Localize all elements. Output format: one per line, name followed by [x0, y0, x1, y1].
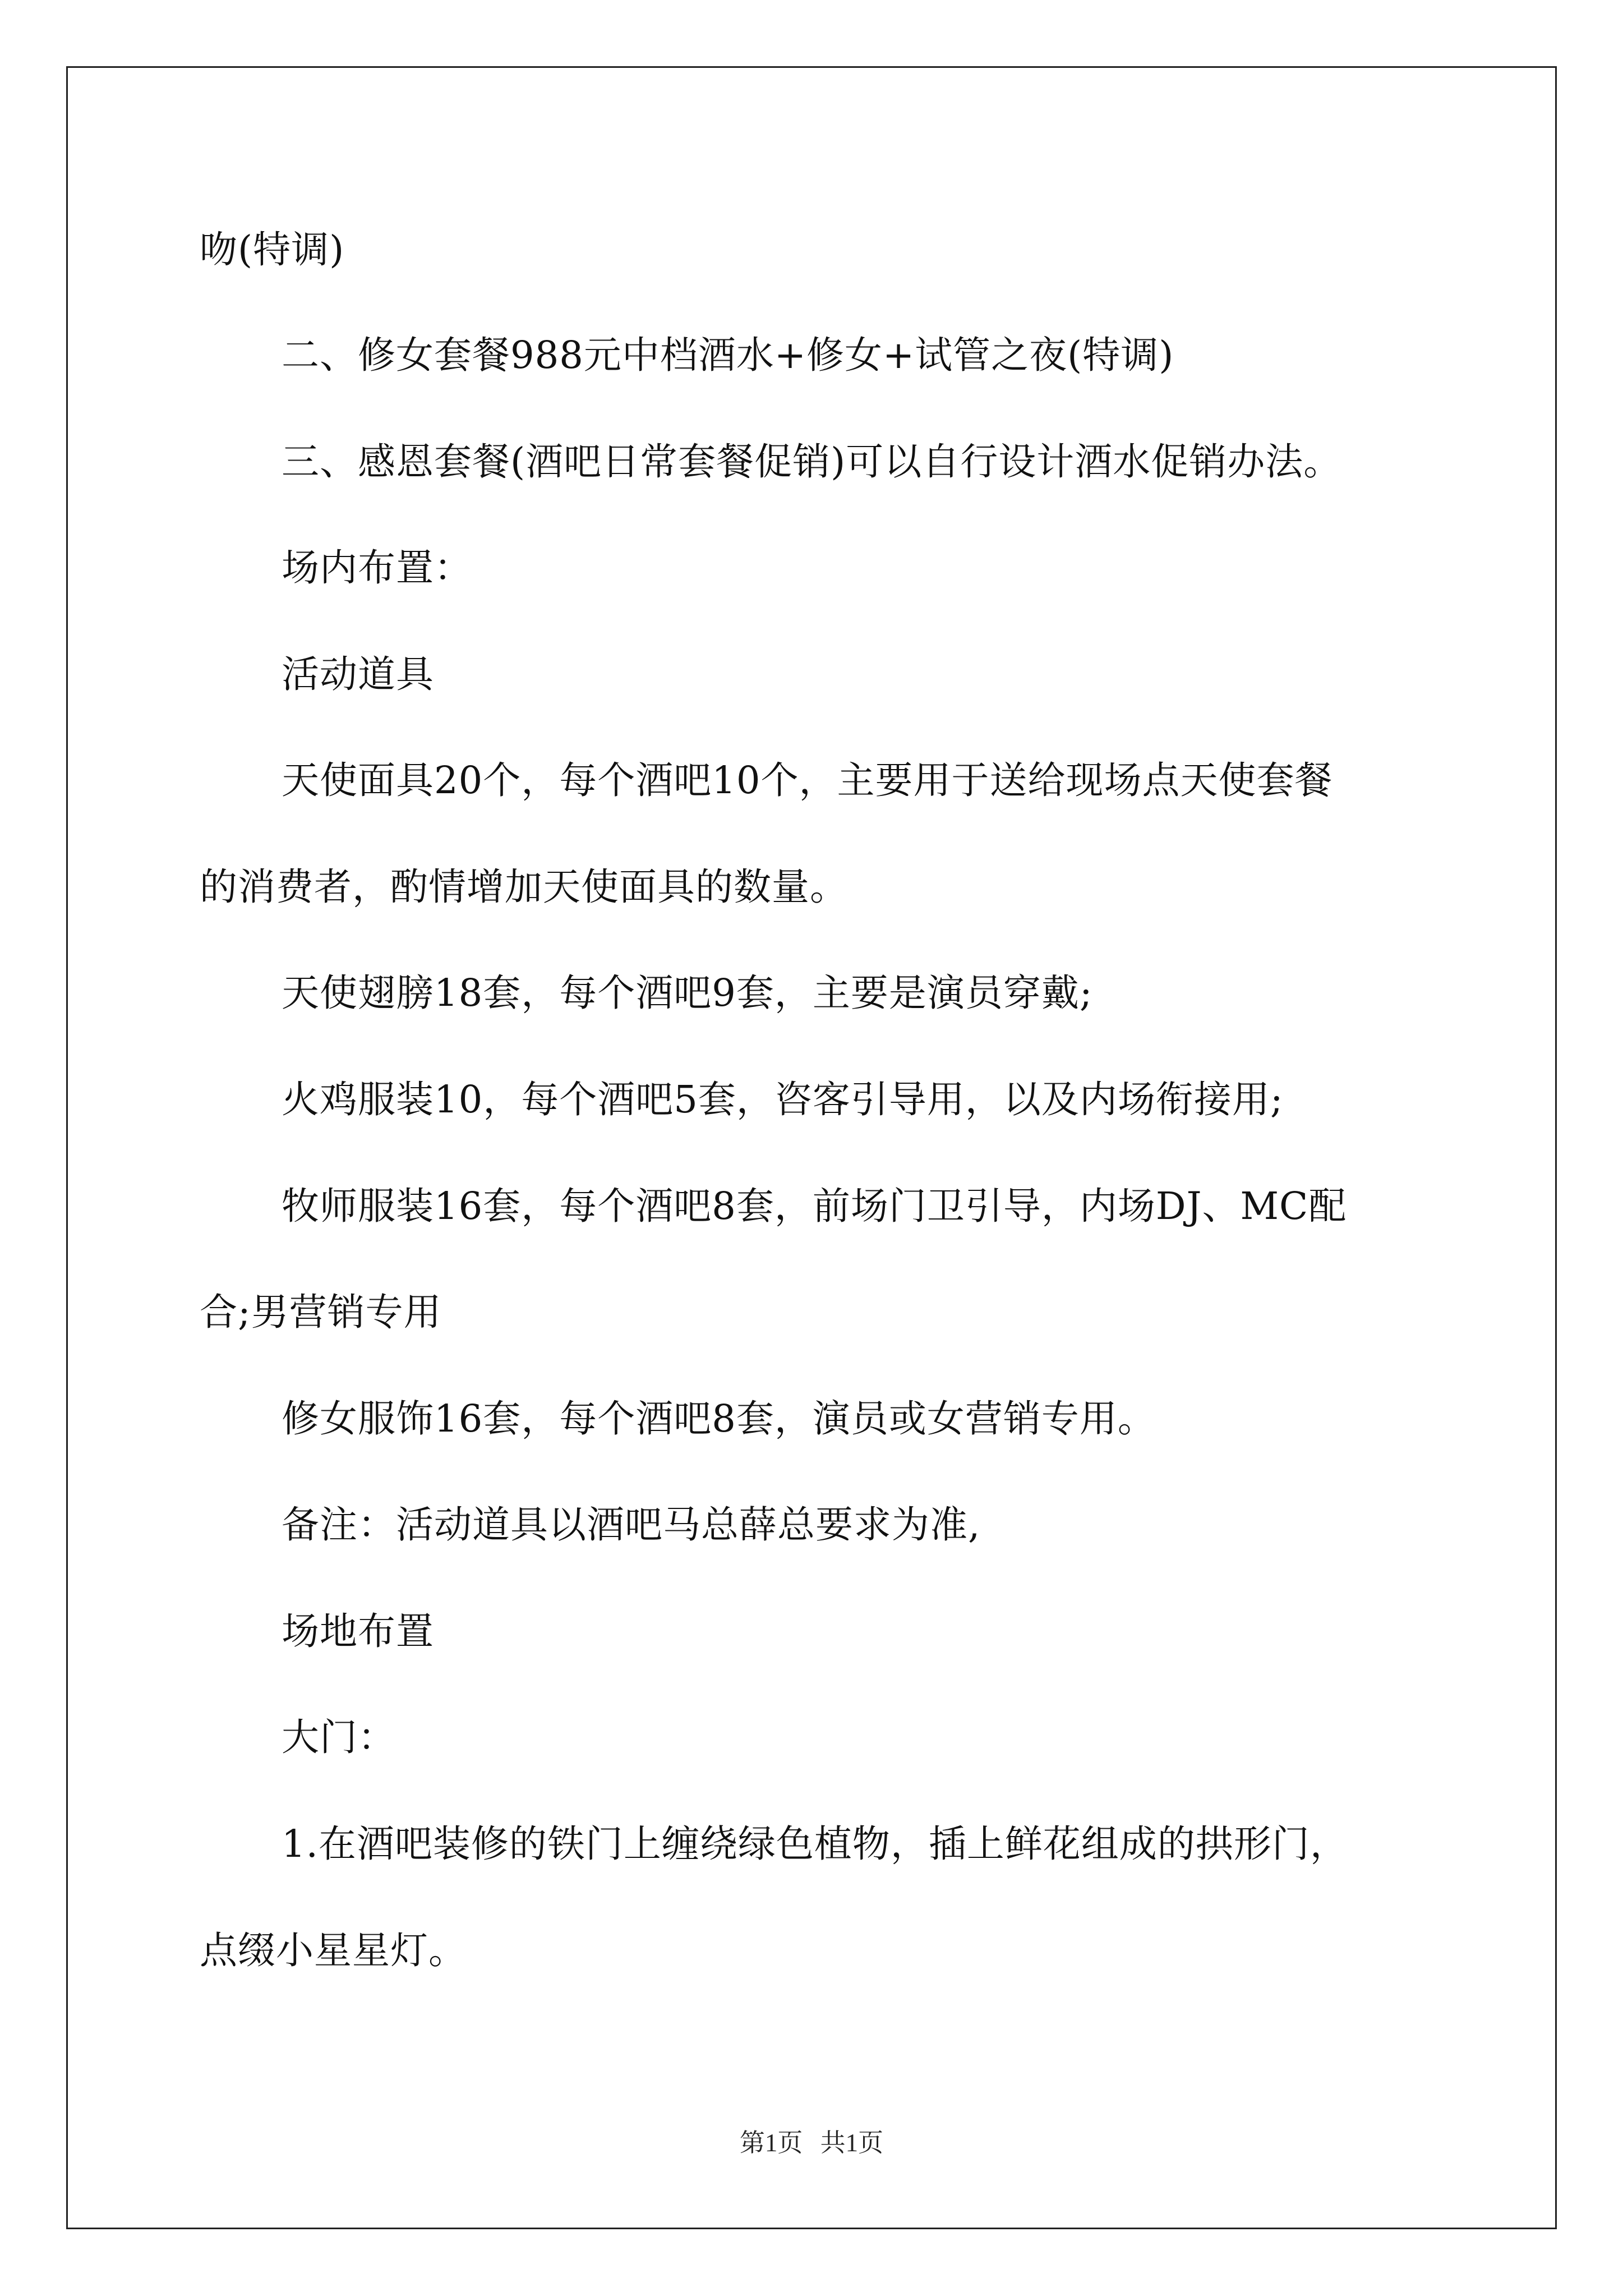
text-line: 修女服饰16套，每个酒吧8套，演员或女营销专用。	[282, 1397, 1156, 1441]
page-number: 第1页	[739, 2129, 803, 2157]
page-footer	[0, 2126, 1623, 2160]
text-line: 天使面具20个，每个酒吧10个，主要用于送给现场点天使套餐	[282, 758, 1333, 802]
text-line: 吻(特调)	[200, 228, 345, 272]
page-total: 共1页	[820, 2129, 884, 2157]
text-line: 合;男营销专用	[200, 1290, 442, 1334]
section-heading: 活动道具	[282, 652, 434, 696]
text-line: 点缀小星星灯。	[200, 1929, 467, 1972]
text-line: 三、感恩套餐(酒吧日常套餐促销)可以自行设计酒水促销办法。	[282, 440, 1342, 484]
text-line: 的消费者，酌情增加天使面具的数量。	[200, 865, 848, 909]
section-heading: 场内布置：	[282, 546, 472, 590]
text-line: 备注：活动道具以酒吧马总薛总要求为准,	[282, 1503, 981, 1547]
text-line: 天使翅膀18套，每个酒吧9套，主要是演员穿戴;	[282, 971, 1093, 1015]
text-line: 牧师服装16套，每个酒吧8套，前场门卫引导，内场DJ、MC配	[282, 1184, 1347, 1228]
text-line: 二、修女套餐988元中档酒水+修女+试管之夜(特调)	[282, 333, 1174, 377]
section-heading: 场地布置	[282, 1609, 434, 1653]
text-line: 大门：	[282, 1715, 396, 1759]
page-border	[66, 66, 1557, 2229]
text-line: 火鸡服装10，每个酒吧5套，咨客引导用，以及内场衔接用;	[282, 1078, 1284, 1121]
text-line: 1.在酒吧装修的铁门上缠绕绿色植物，插上鲜花组成的拱形门，	[282, 1822, 1348, 1866]
